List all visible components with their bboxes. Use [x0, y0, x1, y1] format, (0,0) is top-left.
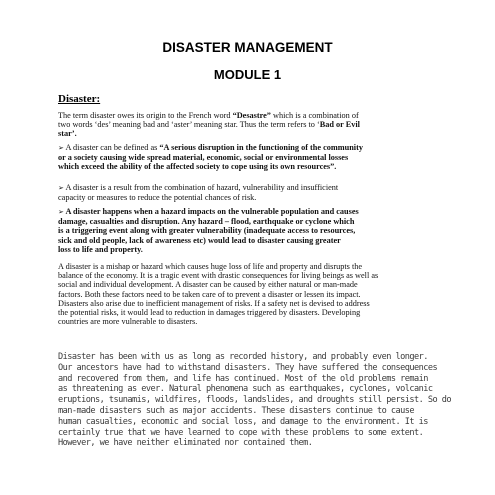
bold-term: “Desastre” — [232, 111, 271, 120]
paragraph-line — [58, 153, 448, 162]
bold-definition: which exceed the ability of the affected society to cope using its own resources”. — [58, 162, 337, 172]
paragraph-line: social and individual development. A disaster can be caused by either natural or man-made — [58, 280, 358, 290]
paragraph-line: sick and old people, lack of awareness etc) would lead to disaster causing greater — [58, 235, 341, 245]
paragraph-line — [58, 143, 448, 153]
paragraph-line: the potential risks, it would lead to reduction in damages triggered by disasters. Developing — [58, 308, 361, 318]
paragraph-line: damage, casualties and disruption. Any hazard – flood, earthquake or cyclone which — [58, 217, 355, 227]
paragraph-line — [58, 120, 448, 129]
paragraph-mishap — [58, 262, 448, 326]
arrow-bullet-icon: ➢ — [58, 144, 64, 152]
paragraph-line: Disasters also arise due to inefficient management of risks. If a safety net is devised to address — [58, 298, 370, 308]
bold-definition: “A serious disruption in the functioning of the community — [159, 143, 363, 152]
document-title: DISASTER MANAGEMENT — [162, 40, 333, 55]
bold-definition: or a society causing wide spread material, economic, social or environmental losses — [58, 153, 349, 163]
paragraph-line: man-made disasters such as major accidents. These disasters continue to cause — [58, 405, 415, 416]
text-run: The term disaster owes its origin to the French word — [58, 111, 233, 120]
paragraph-line: balance of the economy. It is a tragic event with drastic consequences for living beings as well as — [58, 271, 379, 281]
paragraph-line — [58, 207, 448, 217]
paragraph-line: eruptions, tsunamis, wildfires, floods, landslides, and droughts still persist. So do — [58, 395, 452, 406]
bold-term: star’. — [58, 129, 77, 139]
paragraph-line — [58, 111, 448, 120]
paragraph-line: However, we have neither eliminated nor contained them. — [58, 438, 313, 449]
paragraph-history — [58, 352, 450, 449]
paragraph-line: A disaster is a mishap or hazard which causes huge loss of life and property and disrupts the — [58, 262, 363, 271]
text-run: A disaster can be defined as — [63, 143, 160, 152]
paragraph-line: as threatening as ever. Natural phenomena such as earthquakes, cyclones, volcanic — [58, 384, 433, 395]
bold-term: Bad or Evil — [319, 120, 360, 130]
paragraph-line: and recovered from them, and life has continued. Most of the old problems remain — [58, 373, 428, 384]
paragraph-line: countries are more vulnerable to disasters. — [58, 317, 198, 327]
paragraph-combination — [58, 183, 448, 202]
paragraph-line: capacity or measures to reduce the potential chances of risk. — [58, 193, 257, 203]
paragraph-line — [58, 183, 448, 193]
paragraph-line: is a triggering event along with greater vulnerability (inadequate access to resources, — [58, 226, 356, 236]
module-heading: MODULE 1 — [213, 67, 282, 82]
paragraph-line: factors. Both these factors need to be taken care of to prevent a disaster or lessen its impact. — [58, 289, 361, 299]
arrow-bullet-icon: ➢ — [58, 208, 64, 216]
paragraph-origin — [58, 111, 448, 139]
arrow-bullet-icon: ➢ — [58, 184, 64, 192]
paragraph-hazard-impact — [58, 207, 448, 254]
paragraph-line: Disaster has been with us as long as recorded history, and probably even longer. — [58, 352, 428, 362]
paragraph-line: certainly true that we have learned to cope with these problems to some extent. — [58, 427, 424, 438]
section-heading-disaster: Disaster: — [58, 93, 101, 105]
text-run: A disaster is a result from the combination of hazard, vulnerability and insufficient — [63, 183, 339, 192]
paragraph-line — [58, 129, 448, 138]
paragraph-line: loss to life and property. — [58, 244, 143, 254]
text-run: A disaster happens when a hazard impacts on the vulnerable population and causes — [63, 207, 359, 216]
text-run: which is a combination of — [270, 111, 359, 120]
paragraph-definition — [58, 143, 448, 172]
text-run: two words ‘des’ meaning bad and ‘aster’ meaning star. Thus the term refers to ‘ — [58, 120, 320, 130]
paragraph-line: Our ancestors have had to withstand disasters. They have suffered the consequences — [58, 362, 438, 373]
paragraph-line: human casualties, economic and social loss, and damage to the environment. It is — [58, 416, 428, 427]
paragraph-line — [58, 162, 448, 171]
